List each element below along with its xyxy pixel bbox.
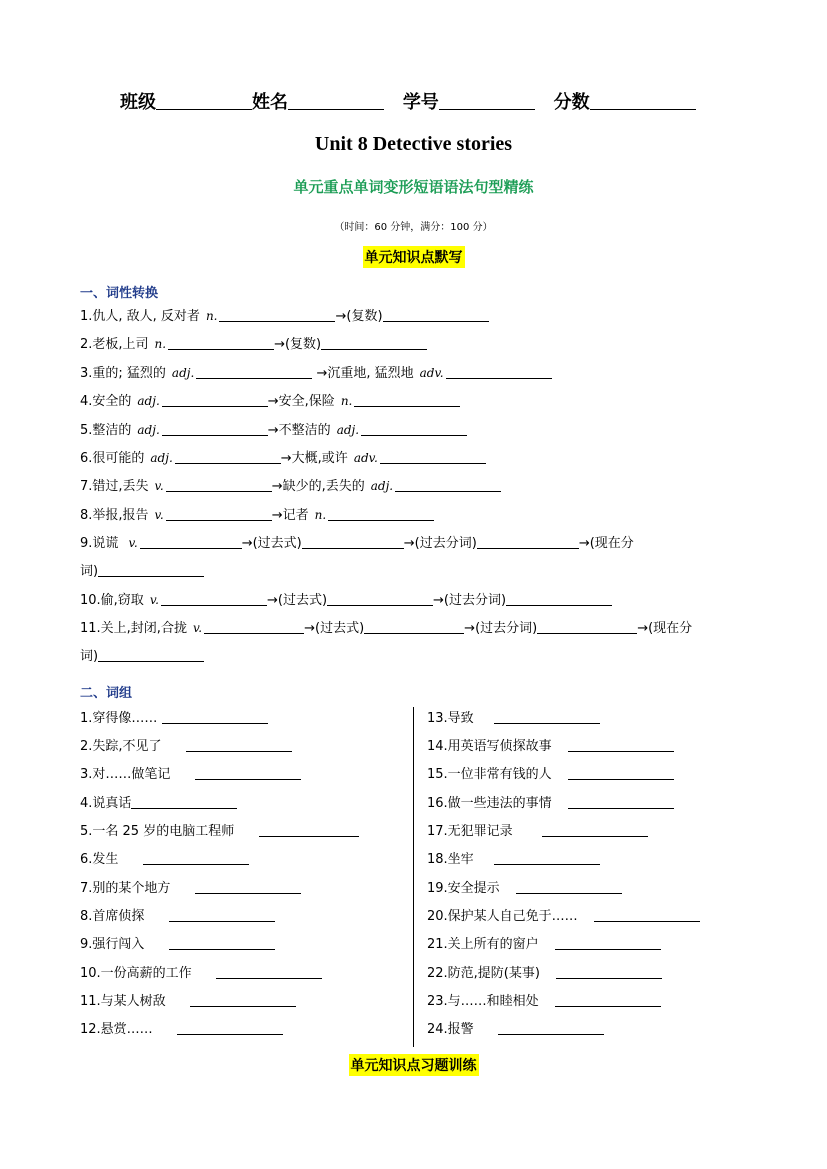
answer-blank[interactable] (555, 935, 661, 950)
word-form-row (80, 591, 612, 610)
name-blank[interactable] (288, 91, 384, 110)
answer-blank[interactable] (446, 364, 552, 379)
answer-blank[interactable] (568, 794, 674, 809)
answer-blank[interactable] (542, 822, 648, 837)
word-form-row (80, 364, 552, 383)
answer-blank[interactable] (98, 562, 204, 577)
answer-blank[interactable] (195, 765, 301, 780)
pos-tag: n. (314, 508, 327, 522)
word-form-row (80, 335, 427, 354)
answer-blank[interactable] (516, 879, 622, 894)
answer-blank[interactable] (477, 534, 579, 549)
class-blank[interactable] (156, 91, 252, 110)
answer-blank[interactable] (196, 364, 312, 379)
row-transform: →沉重地, 猛烈地 (316, 366, 414, 381)
pos-tag: adj. (137, 423, 160, 437)
answer-blank[interactable] (395, 477, 501, 492)
answer-blank[interactable] (177, 1020, 283, 1035)
phrase-item (80, 935, 275, 954)
phrase-prompt: 22.防范,提防(某事) (427, 966, 540, 981)
phrase-prompt: 5.一名 25 岁的电脑工程师 (80, 824, 235, 839)
section-banner-exercises: 单元知识点习题训练 (349, 1054, 479, 1076)
answer-blank[interactable] (98, 647, 204, 662)
answer-blank[interactable] (216, 964, 322, 979)
answer-blank[interactable] (494, 850, 600, 865)
word-form-row (80, 619, 692, 638)
row-transform: →(过去分词) (433, 593, 507, 608)
name-label: 姓名 (252, 92, 288, 113)
phrase-item (80, 879, 301, 898)
student-info-line (120, 88, 696, 114)
phrase-prompt: 19.安全提示 (427, 881, 500, 896)
answer-blank[interactable] (321, 335, 427, 350)
phrase-prompt: 12.悬赏…… (80, 1022, 153, 1037)
pos-tag: n. (205, 309, 218, 323)
word-form-row-continued (80, 562, 204, 581)
phrase-item (80, 709, 268, 728)
answer-blank[interactable] (131, 794, 237, 809)
row-prompt: 2.老板,上司 (80, 337, 149, 352)
id-label: 学号 (402, 92, 439, 113)
row-transform: →(过去分词) (403, 536, 477, 551)
answer-blank[interactable] (506, 591, 612, 606)
row-transform: →不整洁的 (267, 423, 331, 438)
answer-blank[interactable] (494, 709, 600, 724)
row-transform: 词) (80, 649, 99, 664)
phrase-item (80, 1020, 283, 1039)
pos-tag: adv. (353, 451, 378, 465)
column-divider (413, 707, 414, 1047)
word-form-row (80, 392, 460, 411)
phrase-item (427, 737, 674, 756)
answer-blank[interactable] (361, 421, 467, 436)
page-title: Unit 8 Detective stories (314, 133, 513, 155)
answer-blank[interactable] (380, 449, 486, 464)
answer-blank[interactable] (383, 307, 489, 322)
phrase-item (80, 907, 275, 926)
answer-blank[interactable] (190, 992, 296, 1007)
word-form-row (80, 506, 434, 525)
pos-tag: adj. (336, 423, 360, 437)
row-transform: →(过去分词) (464, 621, 538, 636)
phrase-prompt: 6.发生 (80, 852, 119, 867)
row-prompt: 3.重的; 猛烈的 (80, 366, 166, 381)
row-prompt: 4.安全的 (80, 394, 132, 409)
answer-blank[interactable] (555, 992, 661, 1007)
row-prompt: 8.举报,报告 (80, 508, 149, 523)
phrase-prompt: 20.保护某人自己免于…… (427, 909, 578, 924)
section-banner-dictation: 单元知识点默写 (363, 246, 465, 268)
answer-blank[interactable] (537, 619, 637, 634)
phrase-prompt: 16.做一些违法的事情 (427, 796, 552, 811)
word-form-row (80, 421, 467, 440)
phrase-prompt: 14.用英语写侦探故事 (427, 739, 552, 754)
row-transform: →缺少的,丢失的 (271, 479, 365, 494)
phrase-prompt: 9.强行闯入 (80, 937, 145, 952)
answer-blank[interactable] (568, 765, 674, 780)
row-prompt: 9.说谎 (80, 536, 119, 551)
phrase-item (80, 992, 296, 1011)
phrase-prompt: 7.别的某个地方 (80, 881, 171, 896)
answer-blank[interactable] (195, 879, 301, 894)
phrase-item (427, 765, 674, 784)
answer-blank[interactable] (328, 506, 434, 521)
score-label: 分数 (553, 92, 590, 113)
pos-tag: v. (128, 536, 138, 550)
answer-blank[interactable] (162, 709, 268, 724)
phrase-prompt: 8.首席侦探 (80, 909, 145, 924)
phrase-prompt: 11.与某人树敌 (80, 994, 166, 1009)
pos-tag: v. (192, 621, 203, 635)
phrase-prompt: 1.穿得像…… (80, 711, 158, 726)
row-transform: →(现在分 (637, 621, 693, 636)
phrase-prompt: 4.说真话 (80, 796, 132, 811)
pos-tag: v. (149, 593, 159, 607)
row-transform: →(复数) (274, 337, 322, 352)
row-prompt: 11.关上,封闭,合拢 (80, 621, 187, 636)
row-transform: →(过去式) (241, 536, 302, 551)
row-prompt: 7.错过,丢失 (80, 479, 149, 494)
answer-blank[interactable] (169, 935, 275, 950)
class-label: 班级 (120, 92, 156, 113)
answer-blank[interactable] (168, 335, 274, 350)
answer-blank[interactable] (166, 477, 272, 492)
answer-blank[interactable] (186, 737, 292, 752)
phrase-item (427, 794, 674, 813)
time-info: （时间：60 分钟，满分：100 分） (334, 222, 493, 233)
word-form-row (80, 534, 634, 553)
row-transform: →(现在分 (578, 536, 634, 551)
pos-tag: v. (154, 479, 164, 493)
word-form-row (80, 477, 501, 496)
phrase-item (427, 1020, 604, 1039)
pos-tag: n. (154, 337, 167, 351)
pos-tag: adj. (137, 394, 160, 408)
answer-blank[interactable] (594, 907, 700, 922)
pos-tag: adv. (419, 366, 444, 380)
answer-blank[interactable] (175, 449, 281, 464)
phrase-item (427, 850, 600, 869)
phrase-prompt: 10.一份高薪的工作 (80, 966, 192, 981)
phrase-prompt: 2.失踪,不见了 (80, 739, 162, 754)
pos-tag: adj. (171, 366, 195, 380)
phrase-item (427, 992, 661, 1011)
phrase-item (80, 850, 249, 869)
phrase-item (427, 935, 661, 954)
row-prompt: 6.很可能的 (80, 451, 145, 466)
answer-blank[interactable] (354, 392, 460, 407)
word-form-row (80, 307, 489, 326)
answer-blank[interactable] (498, 1020, 604, 1035)
answer-blank[interactable] (162, 421, 268, 436)
section-heading-phrases: 二、词组 (80, 686, 133, 701)
answer-blank[interactable] (219, 307, 335, 322)
row-prompt: 5.整洁的 (80, 423, 132, 438)
phrase-prompt: 17.无犯罪记录 (427, 824, 513, 839)
row-transform: →记者 (271, 508, 309, 523)
answer-blank[interactable] (162, 392, 268, 407)
answer-blank[interactable] (364, 619, 464, 634)
pos-tag: adj. (150, 451, 173, 465)
phrase-prompt: 24.报警 (427, 1022, 474, 1037)
word-form-row-continued (80, 647, 204, 666)
row-prompt: 10.偷,窃取 (80, 593, 144, 608)
row-transform: →(过去式) (266, 593, 328, 608)
answer-blank[interactable] (327, 591, 433, 606)
phrase-item (80, 794, 237, 813)
phrase-item (80, 964, 322, 983)
answer-blank[interactable] (143, 850, 249, 865)
answer-blank[interactable] (169, 907, 275, 922)
pos-tag: adj. (370, 479, 394, 493)
answer-blank[interactable] (259, 822, 359, 837)
phrase-prompt: 3.对……做笔记 (80, 767, 171, 782)
answer-blank[interactable] (161, 591, 267, 606)
phrase-prompt: 15.一位非常有钱的人 (427, 767, 552, 782)
row-transform: →大概,或许 (280, 451, 348, 466)
row-transform: →(过去式) (304, 621, 365, 636)
answer-blank[interactable] (166, 506, 272, 521)
answer-blank[interactable] (204, 619, 304, 634)
phrase-item (427, 964, 662, 983)
phrase-prompt: 21.关上所有的窗户 (427, 937, 539, 952)
row-prompt: 1.仇人, 敌人, 反对者 (80, 309, 200, 324)
phrase-item (80, 822, 359, 841)
phrase-item (80, 765, 301, 784)
row-transform: →(复数) (335, 309, 383, 324)
answer-blank[interactable] (568, 737, 674, 752)
phrase-item (427, 709, 600, 728)
answer-blank[interactable] (140, 534, 242, 549)
section-heading-word-forms: 一、词性转换 (80, 286, 159, 301)
phrase-prompt: 13.导致 (427, 711, 474, 726)
page-subtitle: 单元重点单词变形短语语法句型精练 (293, 178, 534, 196)
pos-tag: n. (340, 394, 353, 408)
pos-tag: v. (154, 508, 164, 522)
answer-blank[interactable] (556, 964, 662, 979)
phrase-item (427, 879, 622, 898)
phrase-prompt: 18.坐牢 (427, 852, 474, 867)
phrase-item (427, 907, 700, 926)
phrase-item (427, 822, 648, 841)
score-blank[interactable] (590, 91, 696, 110)
row-transform: →安全,保险 (267, 394, 335, 409)
id-blank[interactable] (439, 91, 535, 110)
phrase-prompt: 23.与……和睦相处 (427, 994, 539, 1009)
row-transform: 词) (80, 564, 99, 579)
answer-blank[interactable] (302, 534, 404, 549)
phrase-item (80, 737, 292, 756)
word-form-row (80, 449, 486, 468)
